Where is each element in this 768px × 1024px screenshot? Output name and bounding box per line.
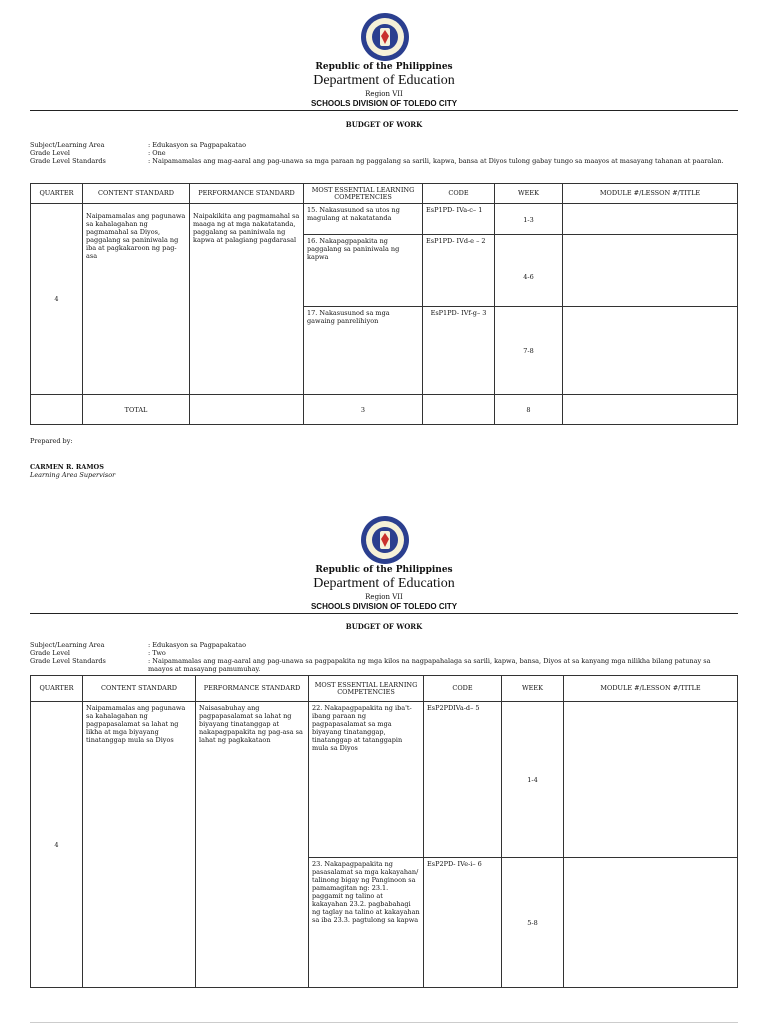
total-blank-cell xyxy=(423,395,495,425)
col-module: MODULE #/LESSON #/TITLE xyxy=(563,184,738,204)
signatory xyxy=(30,463,115,479)
quarter-cell: 4 xyxy=(31,702,83,988)
col-week: WEEK xyxy=(502,676,564,702)
meta-value: : One xyxy=(148,149,166,157)
performance-standard-cell: Naipakikita ang pagmamahal sa maaga ng at mga nakatatanda, paggalang sa paniniwala ng kapwa at palagiang pagdarasal xyxy=(190,204,304,395)
module-cell xyxy=(564,702,738,858)
col-code: CODE xyxy=(423,184,495,204)
page-2 xyxy=(0,500,768,1024)
meta-label: Grade Level Standards xyxy=(30,157,106,165)
deped-seal-logo xyxy=(360,12,410,62)
col-melc: MOST ESSENTIAL LEARNING COMPETENCIES xyxy=(304,184,423,204)
total-melc: 3 xyxy=(304,395,423,425)
page-1 xyxy=(0,0,768,490)
table-row xyxy=(31,702,738,858)
code-cell: EsP2PDIVa-d– 5 xyxy=(424,702,502,858)
col-melc: MOST ESSENTIAL LEARNING COMPETENCIES xyxy=(309,676,424,702)
col-performance-standard: PERFORMANCE STANDARD xyxy=(196,676,309,702)
week-cell: 4-6 xyxy=(495,235,563,307)
code-cell: EsP1PD- IVf-g– 3 xyxy=(423,307,495,395)
module-cell xyxy=(563,235,738,307)
division-heading: SCHOOLS DIVISION OF TOLEDO CITY xyxy=(310,99,458,108)
code-cell: EsP1PD- IVd-e – 2 xyxy=(423,235,495,307)
prepared-by-label: Prepared by: xyxy=(30,437,73,445)
document-title: BUDGET OF WORK xyxy=(345,622,423,631)
col-performance-standard: PERFORMANCE STANDARD xyxy=(190,184,304,204)
melc-cell: 16. Nakapagpapakita ng paggalang sa paniniwala ng kapwa xyxy=(304,235,423,307)
meta-label: Grade Level Standards xyxy=(30,657,106,665)
header-divider xyxy=(30,613,738,614)
module-cell xyxy=(564,858,738,988)
subject-meta xyxy=(30,141,733,165)
code-cell: EsP1PD- IVa-c– 1 xyxy=(423,204,495,235)
module-cell xyxy=(563,307,738,395)
col-content-standard: CONTENT STANDARD xyxy=(83,676,196,702)
performance-standard-cell: Naisasabuhay ang pagpapasalamat sa lahat ng biyayang tinatanggap at nakapagpapakita ng pag-asa sa lahat ng pagkakataon xyxy=(196,702,309,988)
republic-heading: Republic of the Philippines xyxy=(315,565,453,575)
melc-cell: 15. Nakasusunod sa utos ng magulang at nakatatanda xyxy=(304,204,423,235)
week-cell: 5-8 xyxy=(502,858,564,988)
table-header-row xyxy=(31,184,738,204)
table-total-row xyxy=(31,395,738,425)
melc-cell: 17. Nakasusunod sa mga gawaing panrelihiyon xyxy=(304,307,423,395)
region-heading: Region VII xyxy=(365,90,403,98)
budget-table-grade1 xyxy=(30,183,738,425)
col-content-standard: CONTENT STANDARD xyxy=(83,184,190,204)
week-cell: 1-4 xyxy=(502,702,564,858)
col-quarter: QUARTER xyxy=(31,184,83,204)
meta-value: : Naipamamalas ang mag-aaral ang pag-unawa sa mga paraan ng paggalang sa sarili, kapwa, bansa at Diyos tulong gabay tungo sa maayos at masayang tahanan at paaralan. xyxy=(148,157,724,165)
subject-meta xyxy=(30,641,733,673)
code-cell: EsP2PD- IVe-i– 6 xyxy=(424,858,502,988)
total-blank-cell xyxy=(190,395,304,425)
col-week: WEEK xyxy=(495,184,563,204)
col-module: MODULE #/LESSON #/TITLE xyxy=(564,676,738,702)
content-standard-cell: Naipamamalas ang pagunawa sa kahalagahan ng pagpapasalamat sa lahat ng likha at mga biyayang tinatanggap mula sa Diyos xyxy=(83,702,196,988)
page-bottom-divider xyxy=(30,1022,738,1023)
total-blank-cell xyxy=(31,395,83,425)
department-heading: Department of Education xyxy=(313,576,455,591)
region-heading: Region VII xyxy=(365,593,403,601)
melc-cell: 22. Nakapagpapakita ng iba't-ibang paraan ng pagpapasalamat sa mga biyayang tinatanggap, tinatanggap at tatanggapin mula sa Diyos xyxy=(309,702,424,858)
republic-heading: Republic of the Philippines xyxy=(315,62,453,72)
total-week: 8 xyxy=(495,395,563,425)
header-divider xyxy=(30,110,738,111)
meta-value: : Naipamamalas ang mag-aaral ang pag-unawa sa pagpapakita ng mga kilos na nagpapahalaga sa sarili, kapwa, bansa, Diyos at sa kanyang mga nilikha bilang patunay sa maayos at masayang pamumuhay. xyxy=(148,657,711,673)
meta-label: Grade Level xyxy=(30,149,71,157)
budget-table-grade2 xyxy=(30,675,738,988)
meta-label: Grade Level xyxy=(30,649,71,657)
content-standard-cell: Naipamamalas ang pagunawa sa kahalagahan ng pagmamahal sa Diyos, paggalang sa paniniwala ng iba at pagkakaroon ng pag-asa xyxy=(83,204,190,395)
deped-seal-logo xyxy=(360,515,410,565)
meta-value: : Edukasyon sa Pagpapakatao xyxy=(148,641,247,649)
week-cell: 1-3 xyxy=(495,204,563,235)
meta-label: Subject/Learning Area xyxy=(30,641,105,649)
melc-cell: 23. Nakapagpapakita ng pasasalamat sa mga kakayahan/ talinong bigay ng Panginoon sa pamamagitan ng: 23.1. paggamit ng talino at kakayahan 23.2. pagbabahagi ng taglay na talino at kakayahan sa iba 23.3. pagtulong sa kapwa xyxy=(309,858,424,988)
col-quarter: QUARTER xyxy=(31,676,83,702)
quarter-cell: 4 xyxy=(31,204,83,395)
meta-label: Subject/Learning Area xyxy=(30,141,105,149)
signatory-name: CARMEN R. RAMOS xyxy=(30,463,104,471)
total-label: TOTAL xyxy=(83,395,190,425)
module-cell xyxy=(563,204,738,235)
col-code: CODE xyxy=(424,676,502,702)
document-title: BUDGET OF WORK xyxy=(345,120,423,129)
table-row xyxy=(31,204,738,235)
meta-value: : Edukasyon sa Pagpapakatao xyxy=(148,141,247,149)
meta-value: : Two xyxy=(148,649,166,657)
department-heading: Department of Education xyxy=(313,73,455,88)
division-heading: SCHOOLS DIVISION OF TOLEDO CITY xyxy=(310,602,458,611)
week-cell: 7-8 xyxy=(495,307,563,395)
table-header-row xyxy=(31,676,738,702)
signatory-role: Learning Area Supervisor xyxy=(30,471,116,479)
total-blank-cell xyxy=(563,395,738,425)
